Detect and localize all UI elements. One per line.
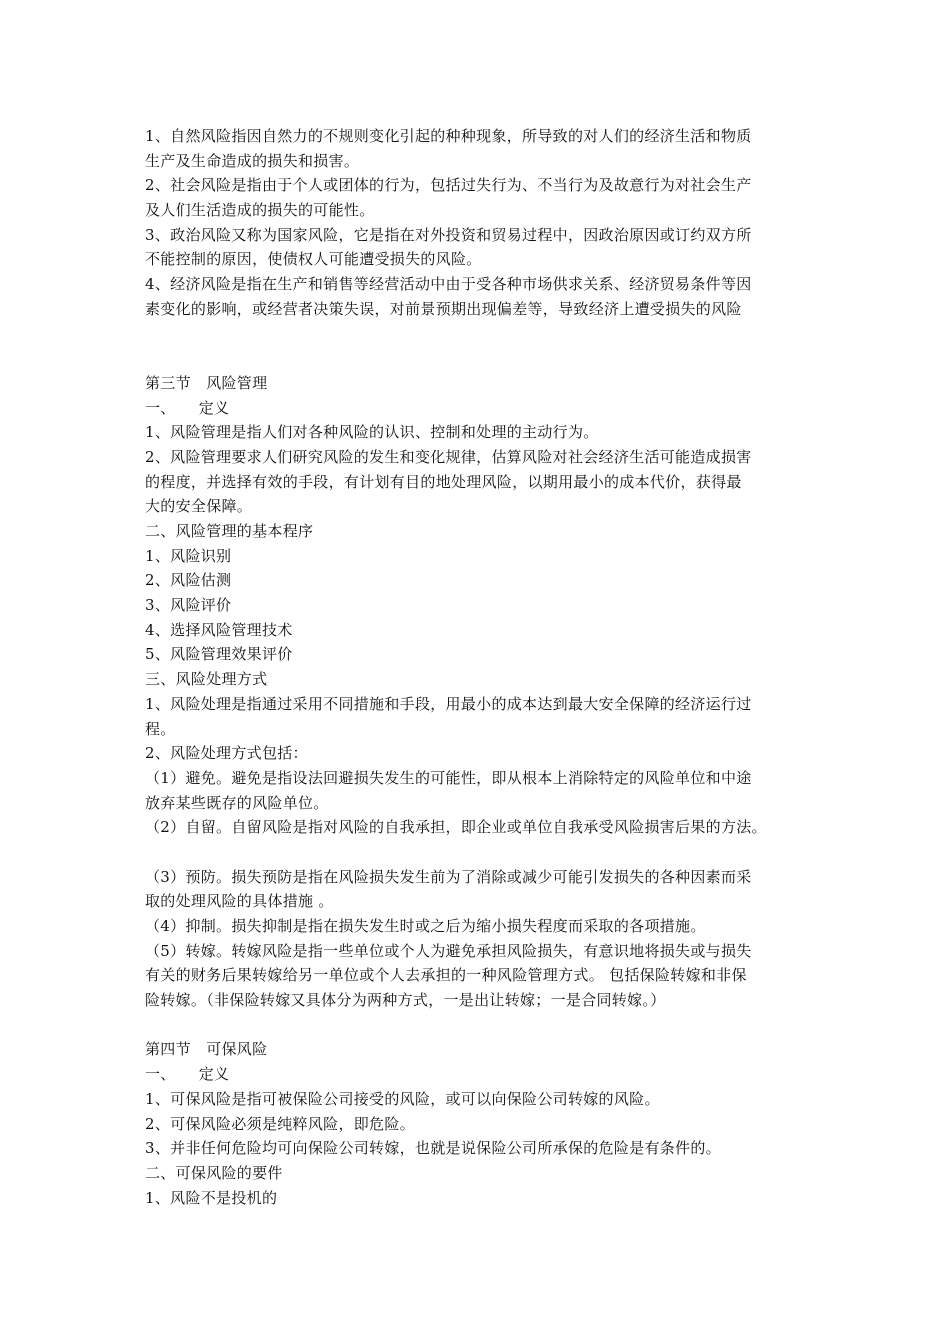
text-line: 2、风险处理方式包括：: [145, 744, 308, 763]
text-line: （5）转嫁。转嫁风险是指一些单位或个人为避免承担风险损失，有意识地将损失或与损失: [145, 941, 752, 960]
text-line: 2、社会风险是指由于个人或团体的行为，包括过失行为、不当行为及故意行为对社会生产: [145, 176, 752, 195]
section-heading: 第四节 可保风险: [145, 1040, 268, 1059]
text-line: （4）抑制。损失抑制是指在损失发生时或之后为缩小损失程度而采取的各项措施。: [145, 917, 706, 936]
text-line: 不能控制的原因，使债权人可能遭受损失的风险。: [145, 250, 482, 269]
text-line: 生产及生命造成的损失和损害。: [145, 151, 360, 170]
section-four-insurable-risk: [145, 1037, 820, 1210]
text-line: 放弃某些既存的风险单位。: [145, 793, 329, 812]
text-line: 4、经济风险是指在生产和销售等经营活动中由于受各种市场供求关系、经济贸易条件等因: [145, 275, 752, 294]
list-item: 5、风险管理效果评价: [145, 645, 293, 664]
text-line: 大的安全保障。: [145, 497, 253, 516]
subheading: 三、风险处理方式: [145, 670, 268, 689]
text-line: 3、并非任何危险均可向保险公司转嫁，也就是说保险公司所承保的危险是有条件的。: [145, 1139, 721, 1158]
spacer: [145, 1013, 820, 1038]
text-line: 1、可保风险是指可被保险公司接受的风险，或可以向保险公司转嫁的风险。: [145, 1089, 660, 1108]
list-item: 1、风险不是投机的: [145, 1188, 278, 1207]
text-line: （3）预防。损失预防是指在风险损失发生前为了消除或减少可能引发损失的各种因素而采: [145, 867, 752, 886]
text-line: 及人们生活造成的损失的可能性。: [145, 201, 375, 220]
text-line: （1）避免。避免是指设法回避损失发生的可能性，即从根本上消除特定的风险单位和中途: [145, 768, 752, 787]
subheading: 一、 定义: [145, 398, 230, 417]
subheading: 二、风险管理的基本程序: [145, 522, 314, 541]
section-heading: 第三节 风险管理: [145, 373, 268, 392]
document-body: [145, 124, 820, 1210]
text-line: 取的处理风险的具体措施 。: [145, 892, 334, 911]
text-line: 3、政治风险又称为国家风险，它是指在对外投资和贸易过程中，因政治原因或订约双方所: [145, 225, 752, 244]
text-line: 险转嫁。（非保险转嫁又具体分为两种方式，一是出让转嫁；一是合同转嫁。）: [145, 991, 666, 1010]
text-line: 有关的财务后果转嫁给另一单位或个人去承担的一种风险管理方式。 包括保险转嫁和非保: [145, 966, 747, 985]
spacer: [145, 840, 820, 865]
spacer: [145, 322, 820, 371]
risk-handling-methods: [145, 865, 820, 1013]
subheading: 二、可保风险的要件: [145, 1163, 283, 1182]
text-line: 1、自然风险指因自然力的不规则变化引起的种种现象，所导致的对人们的经济生活和物质: [145, 127, 752, 145]
risk-types-section: [145, 124, 820, 322]
text-line: 素变化的影响，或经营者决策失误，对前景预期出现偏差等，导致经济上遭受损失的风险: [145, 299, 742, 318]
text-line: （2）自留。自留风险是指对风险的自我承担，即企业或单位自我承受风险损害后果的方法。: [145, 818, 767, 837]
subheading: 一、 定义: [145, 1065, 230, 1084]
section-three-risk-management: [145, 371, 820, 840]
text-line: 1、风险处理是指通过采用不同措施和手段，用最小的成本达到最大安全保障的经济运行过: [145, 694, 752, 713]
list-item: 1、风险识别: [145, 546, 232, 565]
list-item: 3、风险评价: [145, 596, 232, 615]
list-item: 2、风险估测: [145, 571, 232, 590]
text-line: 的程度，并选择有效的手段，有计划有目的地处理风险，以期用最小的成本代价，获得最: [145, 472, 742, 491]
text-line: 2、可保风险必须是纯粹风险，即危险。: [145, 1114, 415, 1133]
text-line: 程。: [145, 719, 176, 738]
text-line: 2、风险管理要求人们研究风险的发生和变化规律，估算风险对社会经济生活可能造成损害: [145, 447, 752, 466]
list-item: 4、选择风险管理技术: [145, 620, 293, 639]
text-line: 1、风险管理是指人们对各种风险的认识、控制和处理的主动行为。: [145, 423, 599, 442]
